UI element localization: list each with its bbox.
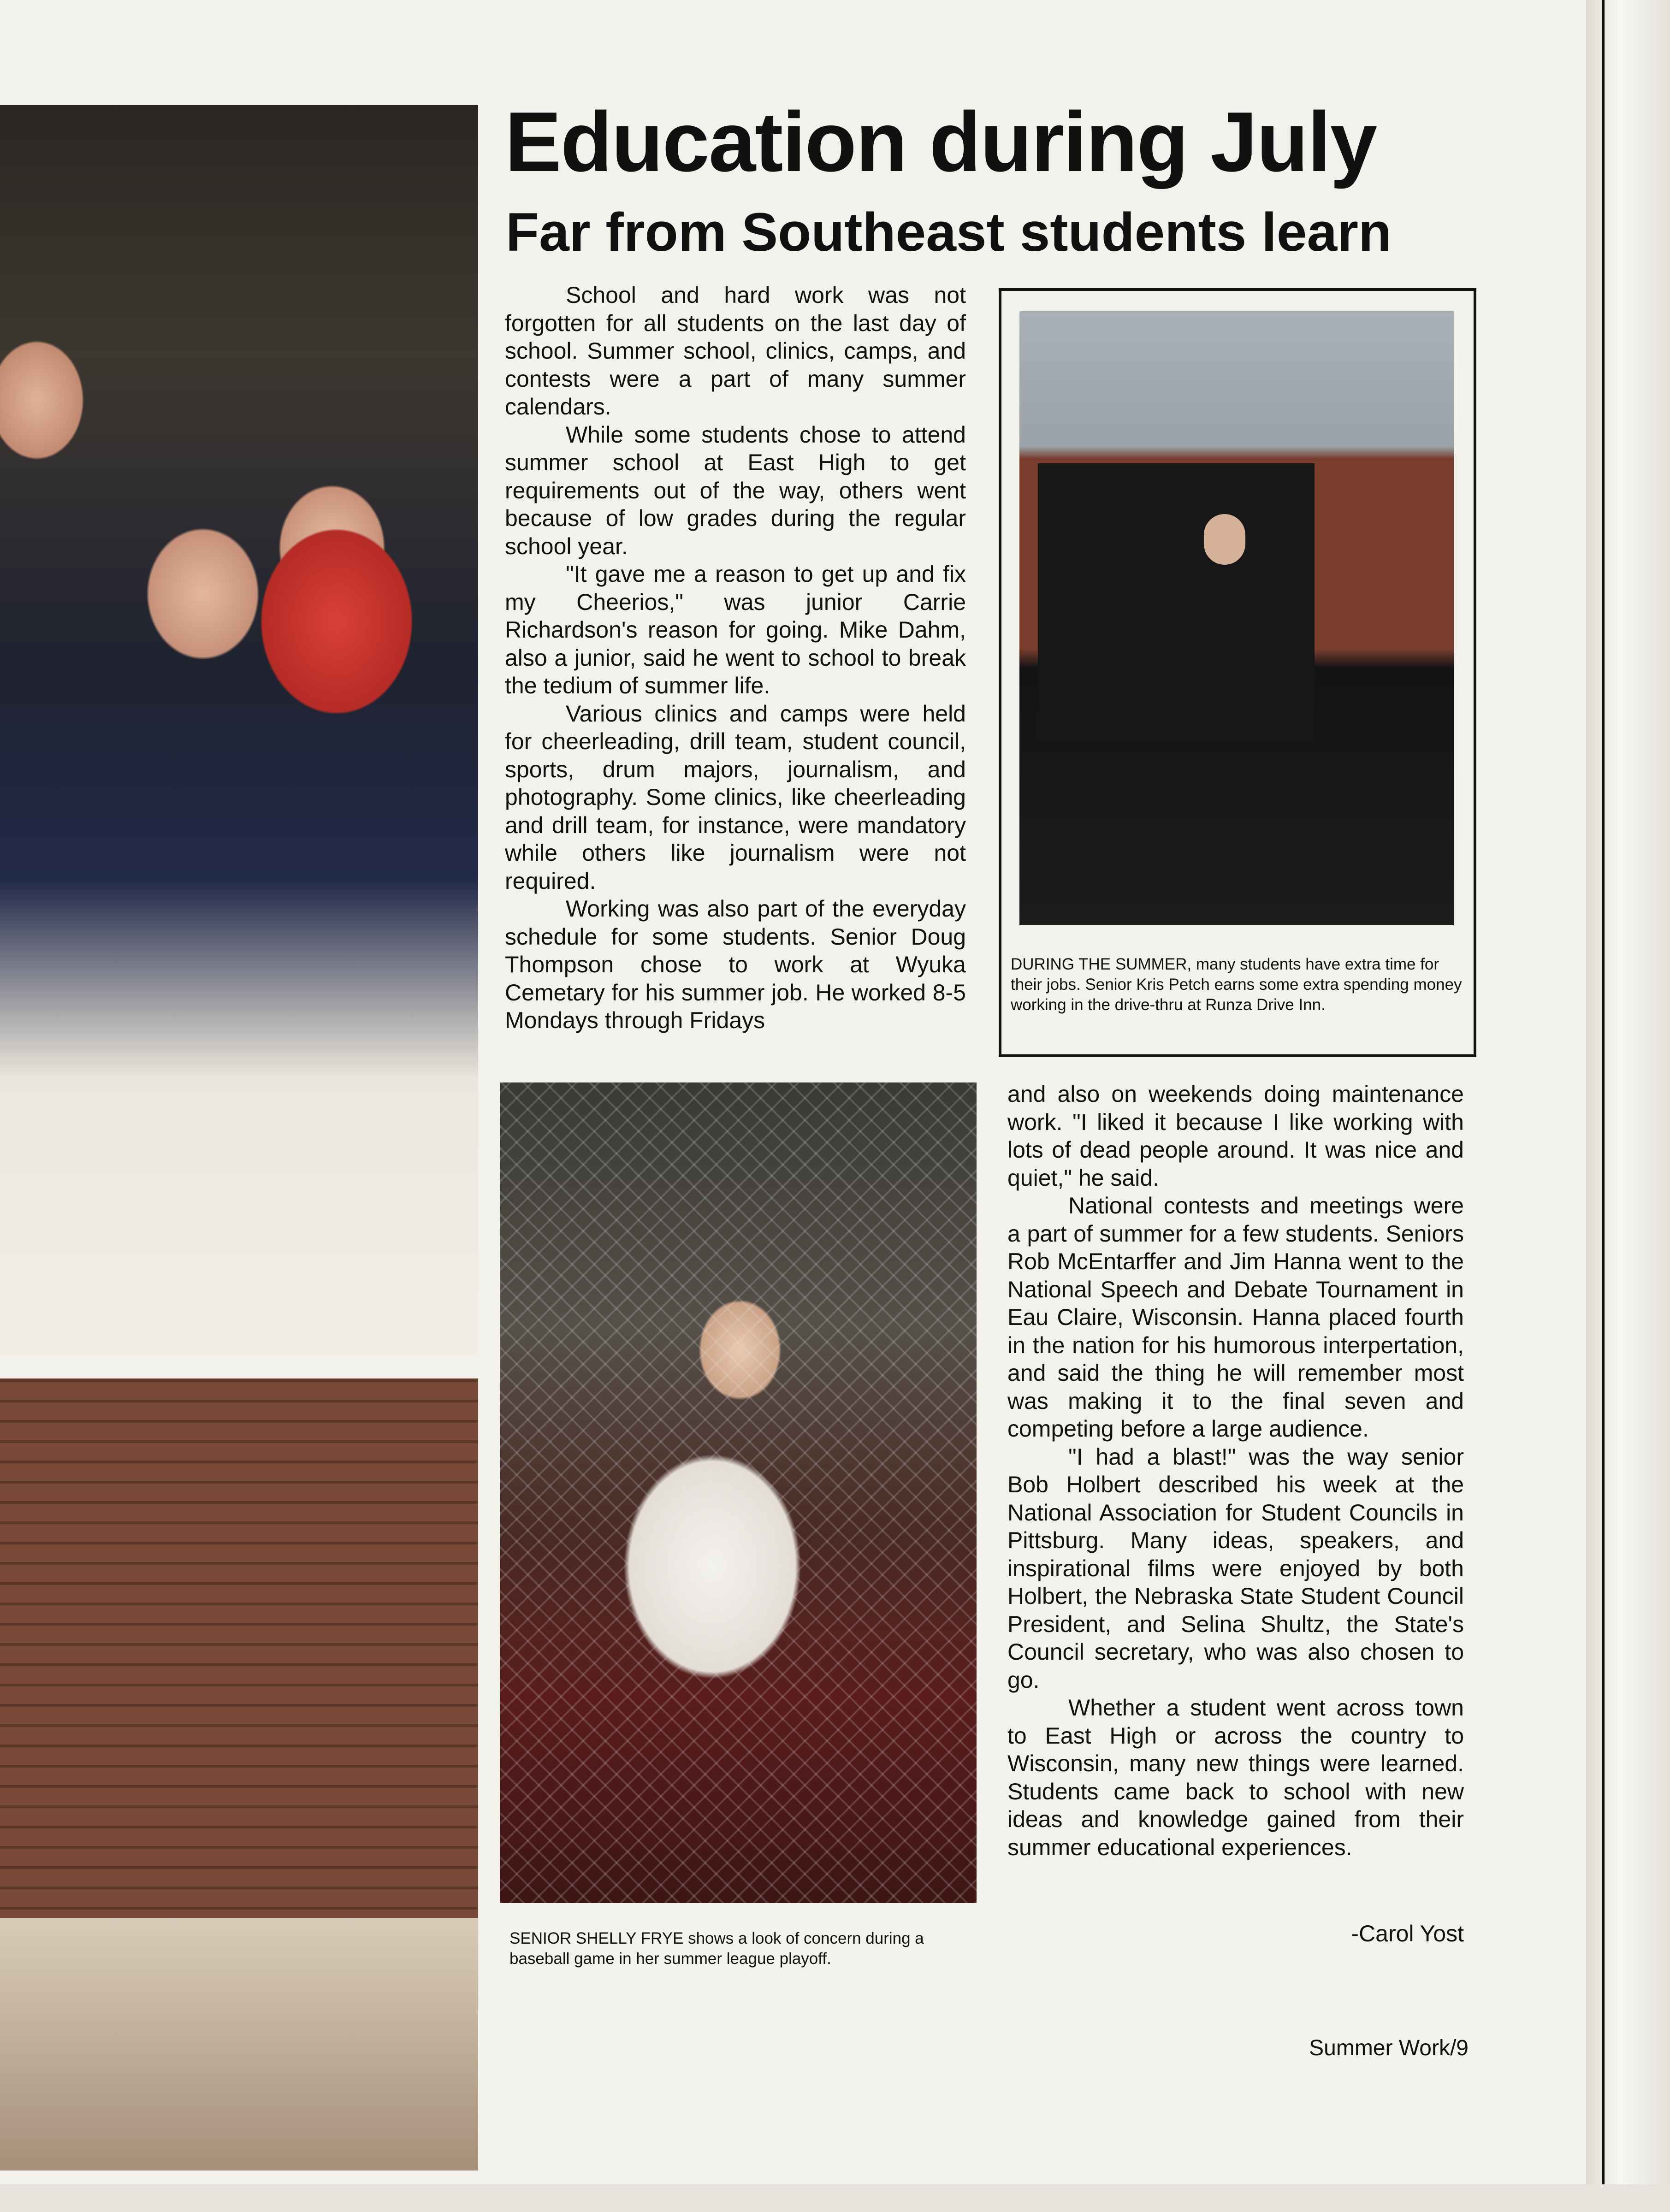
caption-drive-thru: DURING THE SUMMER, many students have extra time for their jobs. Senior Kris Petch earns some extra spending money working in the drive-thru at Runza Drive Inn. (1011, 955, 1462, 1014)
desk (0, 1918, 478, 2171)
paragraph: Whether a student went across town to East High or across the country to Wisconsin, many new things were learned. Students came back to school with new ideas and knowledge gained from their summer educational experiences. (1007, 1695, 1464, 1860)
headline: Education during July (505, 94, 1377, 189)
subhead: Far from Southeast students learn (506, 202, 1392, 263)
page-fold-line (1602, 0, 1605, 2212)
page-edge (1586, 0, 1670, 2212)
drive-thru-window (1038, 463, 1315, 740)
photo-drive-thru (1019, 311, 1454, 925)
page-bottom-edge (0, 2184, 1670, 2212)
byline: -Carol Yost (1351, 1921, 1464, 1946)
paragraph: "It gave me a reason to get up and fix my Cheerios," was junior Carrie Richardson's reason for going. Mike Dahm, also a junior, said he went to school to break the tedium of summer life. (505, 561, 966, 698)
paragraph: Working was also part of the everyday schedule for some students. Senior Doug Thompson chose to work at Wyuka Cemetary for his summer job. He worked 8-5 Mondays through Fridays (505, 896, 966, 1033)
article-column-right (1007, 1080, 1464, 1861)
article-column-left (505, 281, 966, 1035)
chain-link-fence (500, 1082, 977, 1903)
paragraph: National contests and meetings were a part of summer for a few students. Seniors Rob McEntarffer and Jim Hanna went to the National Speech and Debate Tournament in Eau Claire, Wisconsin. Hanna placed fourth in the nation for his humorous interpertation, and said the thing he will remember most was making it to the final seven and competing before a large audience. (1007, 1193, 1464, 1442)
paragraph: and also on weekends doing maintenance work. "I liked it because I like working with lots of dead people around. It was nice and quiet," he said. (1007, 1081, 1464, 1191)
worker-face (1204, 514, 1245, 565)
caption-baseball: SENIOR SHELLY FRYE shows a look of concern during a baseball game in her summer league playoff. (509, 1929, 924, 1968)
photo-students-laughing (0, 105, 478, 1354)
paragraph: Various clinics and camps were held for cheerleading, drill team, student council, sports, drum majors, journalism, and photography. Some clinics, like cheerleading and drill team, for instance, were mandatory while others like journalism were not required. (505, 700, 966, 894)
photo-student-at-desk (0, 1378, 478, 2171)
page-footer: Summer Work/9 (1309, 2036, 1469, 2060)
paragraph: School and hard work was not forgotten for all students on the last day of school. Summer school, clinics, camps, and contests were a part of many summer calendars. (505, 282, 966, 420)
photo-baseball-player (500, 1082, 977, 1903)
paragraph: "I had a blast!" was the way senior Bob Holbert described his week at the National Association for Student Councils in Pittsburg. Many ideas, speakers, and inspirational films were enjoyed by both Holbert, the Nebraska State Student Council President, and Selina Shultz, the State's Council secretary, who was also chosen to go. (1007, 1443, 1464, 1693)
paragraph: While some students chose to attend summer school at East High to get requirements out of the way, others went because of low grades during the regular school year. (505, 421, 966, 559)
